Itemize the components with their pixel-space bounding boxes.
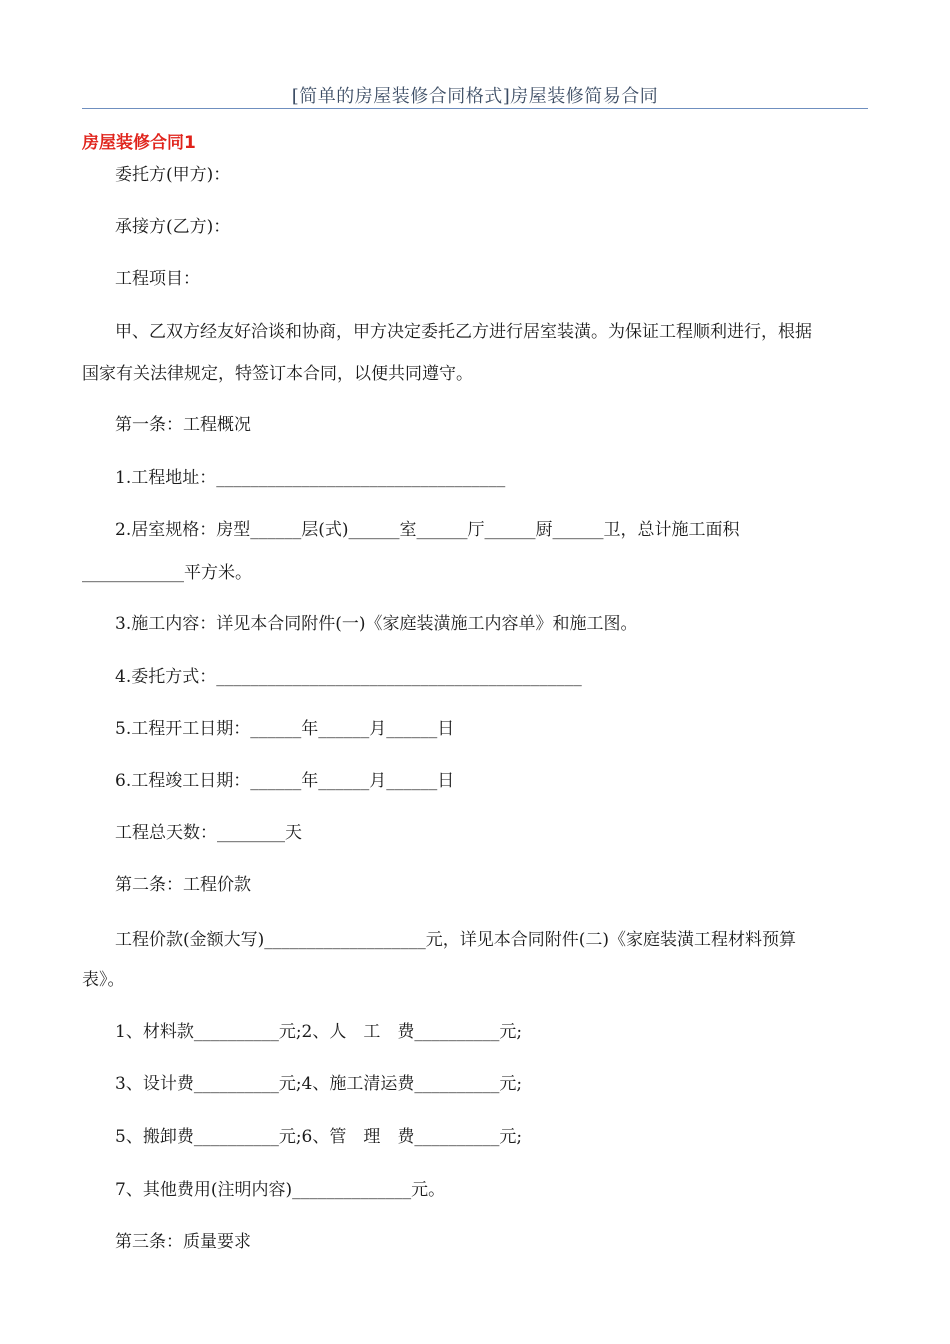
start-date-line: 5.工程开工日期：______年______月______日 xyxy=(115,719,455,739)
room-spec-line-1: 2.居室规格：房型______层(式)______室______厅______厨______卫，总计施工面积 xyxy=(115,520,740,540)
commission-method-line: 4.委托方式：___________________________________________ xyxy=(115,667,582,687)
room-spec-line-2: ____________平方米。 xyxy=(82,563,252,583)
construction-content-line: 3.施工内容：详见本合同附件(一)《家庭装潢施工内容单》和施工图。 xyxy=(115,614,638,634)
project-address-line: 1.工程地址：__________________________________ xyxy=(115,468,506,488)
project-price-line-1: 工程价款(金额大写)___________________元，详见本合同附件(二)《家庭装潢工程材料预算 xyxy=(115,930,797,950)
article-1-heading: 第一条：工程概况 xyxy=(115,415,251,435)
article-2-heading: 第二条：工程价款 xyxy=(115,875,251,895)
fee-line-3: 5、搬卸费__________元;6、管 理 费__________元; xyxy=(115,1127,523,1147)
project-line: 工程项目： xyxy=(115,269,200,289)
fee-line-1: 1、材料款__________元;2、人 工 费__________元; xyxy=(115,1022,523,1042)
section-title: 房屋装修合同1 xyxy=(82,133,196,153)
header-divider xyxy=(82,108,868,109)
completion-date-line: 6.工程竣工日期：______年______月______日 xyxy=(115,771,455,791)
fee-line-2: 3、设计费__________元;4、施工清运费__________元; xyxy=(115,1074,523,1094)
article-3-heading: 第三条：质量要求 xyxy=(115,1232,251,1252)
total-days-line: 工程总天数：________天 xyxy=(115,823,302,843)
document-header-title: [简单的房屋装修合同格式]房屋装修简易合同 xyxy=(291,86,659,107)
fee-line-4: 7、其他费用(注明内容)______________元。 xyxy=(115,1180,446,1200)
project-price-line-2: 表》。 xyxy=(82,970,125,990)
party-a-line: 委托方(甲方)： xyxy=(115,165,231,185)
intro-paragraph-line-1: 甲、乙双方经友好洽谈和协商，甲方决定委托乙方进行居室装潢。为保证工程顺利进行，根据 xyxy=(115,322,812,342)
party-b-line: 承接方(乙方)： xyxy=(115,217,231,237)
intro-paragraph-line-2: 国家有关法律规定，特签订本合同，以便共同遵守。 xyxy=(82,364,473,384)
